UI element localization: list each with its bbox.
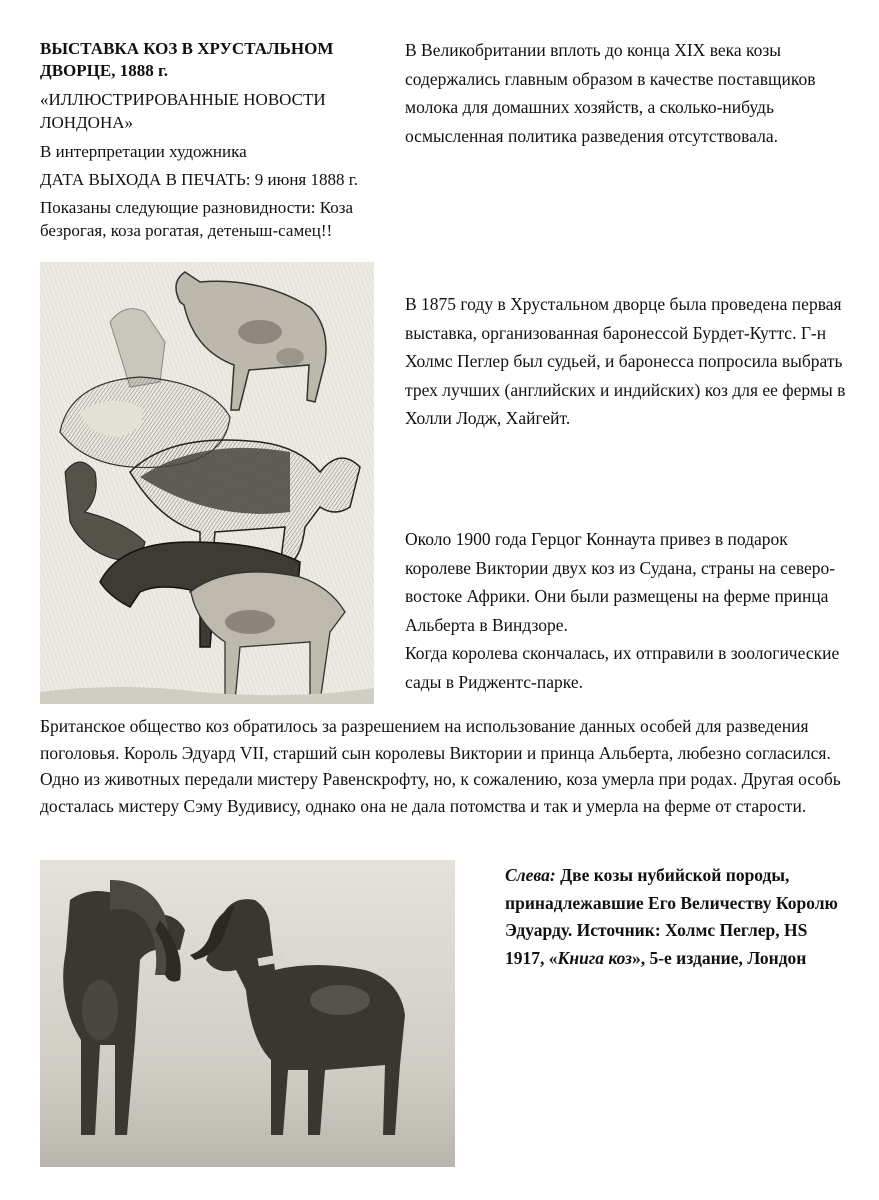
- caption-publication: «ИЛЛЮСТРИРОВАННЫЕ НОВОСТИ ЛОНДОНА»: [40, 90, 326, 132]
- paragraph-goat-society: [40, 713, 855, 819]
- caption-date: ДАТА ВЫХОДА В ПЕЧАТЬ: 9 июня 1888 г.: [40, 170, 359, 189]
- engraving-caption: [40, 38, 400, 247]
- engraving-drawing: [40, 262, 374, 704]
- paragraph-text: Когда королева скончалась, их отправили в зоологические сады в Риджентс-парке.: [405, 643, 840, 692]
- paragraph-first-exhibition: [405, 290, 855, 433]
- photo-caption-body: Две козы нубийской породы, принадлежавшие Его Величеству Королю Эдуарду. Источник: Холмс Пеглер, HS 1917, «: [505, 865, 838, 968]
- paragraph-text: Британское общество коз обратилось за разрешением на использование данных особей для разведения поголовья. Король Эдуард VII, старший сын королевы Виктории и принца Альберта, любезно согласился. Одно из животных передали мистеру Равенскрофту, но, к сожалению, коза умерла при родах. Другая особь досталась мистеру Сэму Вудивису, однако она не дала потомства и так и умерла на ферме от старости.: [40, 716, 841, 816]
- photo-caption-lead: Слева:: [505, 865, 556, 885]
- photo-drawing: [40, 860, 455, 1167]
- paragraph-milk-goats: [405, 36, 855, 150]
- paragraph-text: В 1875 году в Хрустальном дворце была проведена первая выставка, организованная баронессой Бурдет-Куттс. Г-н Холмс Пеглер был судьей, и баронесса попросила выбрать трех лучших (английских и индийских) коз для ее фермы в Холли Лодж, Хайгейт.: [405, 294, 846, 428]
- caption-varieties: Показаны следующие разновидности: Коза безрогая, коза рогатая, детеныш-самец!!: [40, 198, 353, 240]
- photo-caption-book: Книга коз: [557, 947, 632, 968]
- photo-caption-text: [505, 862, 850, 972]
- nubian-goats-photo: [40, 860, 455, 1167]
- paragraph-text: Около 1900 года Герцог Коннаута привез в подарок королеве Виктории двух коз из Судана, страны на северо-востоке Африки. Они были размещены на ферме принца Альберта в Виндзоре.: [405, 529, 836, 635]
- paragraph-text: В Великобритании вплоть до конца XIX века козы содержались главным образом в качестве поставщиков молока для домашних хозяйств, а сколько-нибудь осмысленная политика разведения отсутствовала.: [405, 40, 816, 146]
- photo-caption-edition: », 5-е издание, Лондон: [631, 947, 807, 968]
- photo-caption: [505, 862, 850, 972]
- caption-interpretation: В интерпретации художника: [40, 142, 247, 161]
- goat-show-engraving: [40, 262, 374, 704]
- caption-title: ВЫСТАВКА КОЗ В ХРУСТАЛЬНОМ ДВОРЦЕ, 1888 г.: [40, 39, 334, 80]
- paragraph-sudan-goats: [405, 525, 855, 696]
